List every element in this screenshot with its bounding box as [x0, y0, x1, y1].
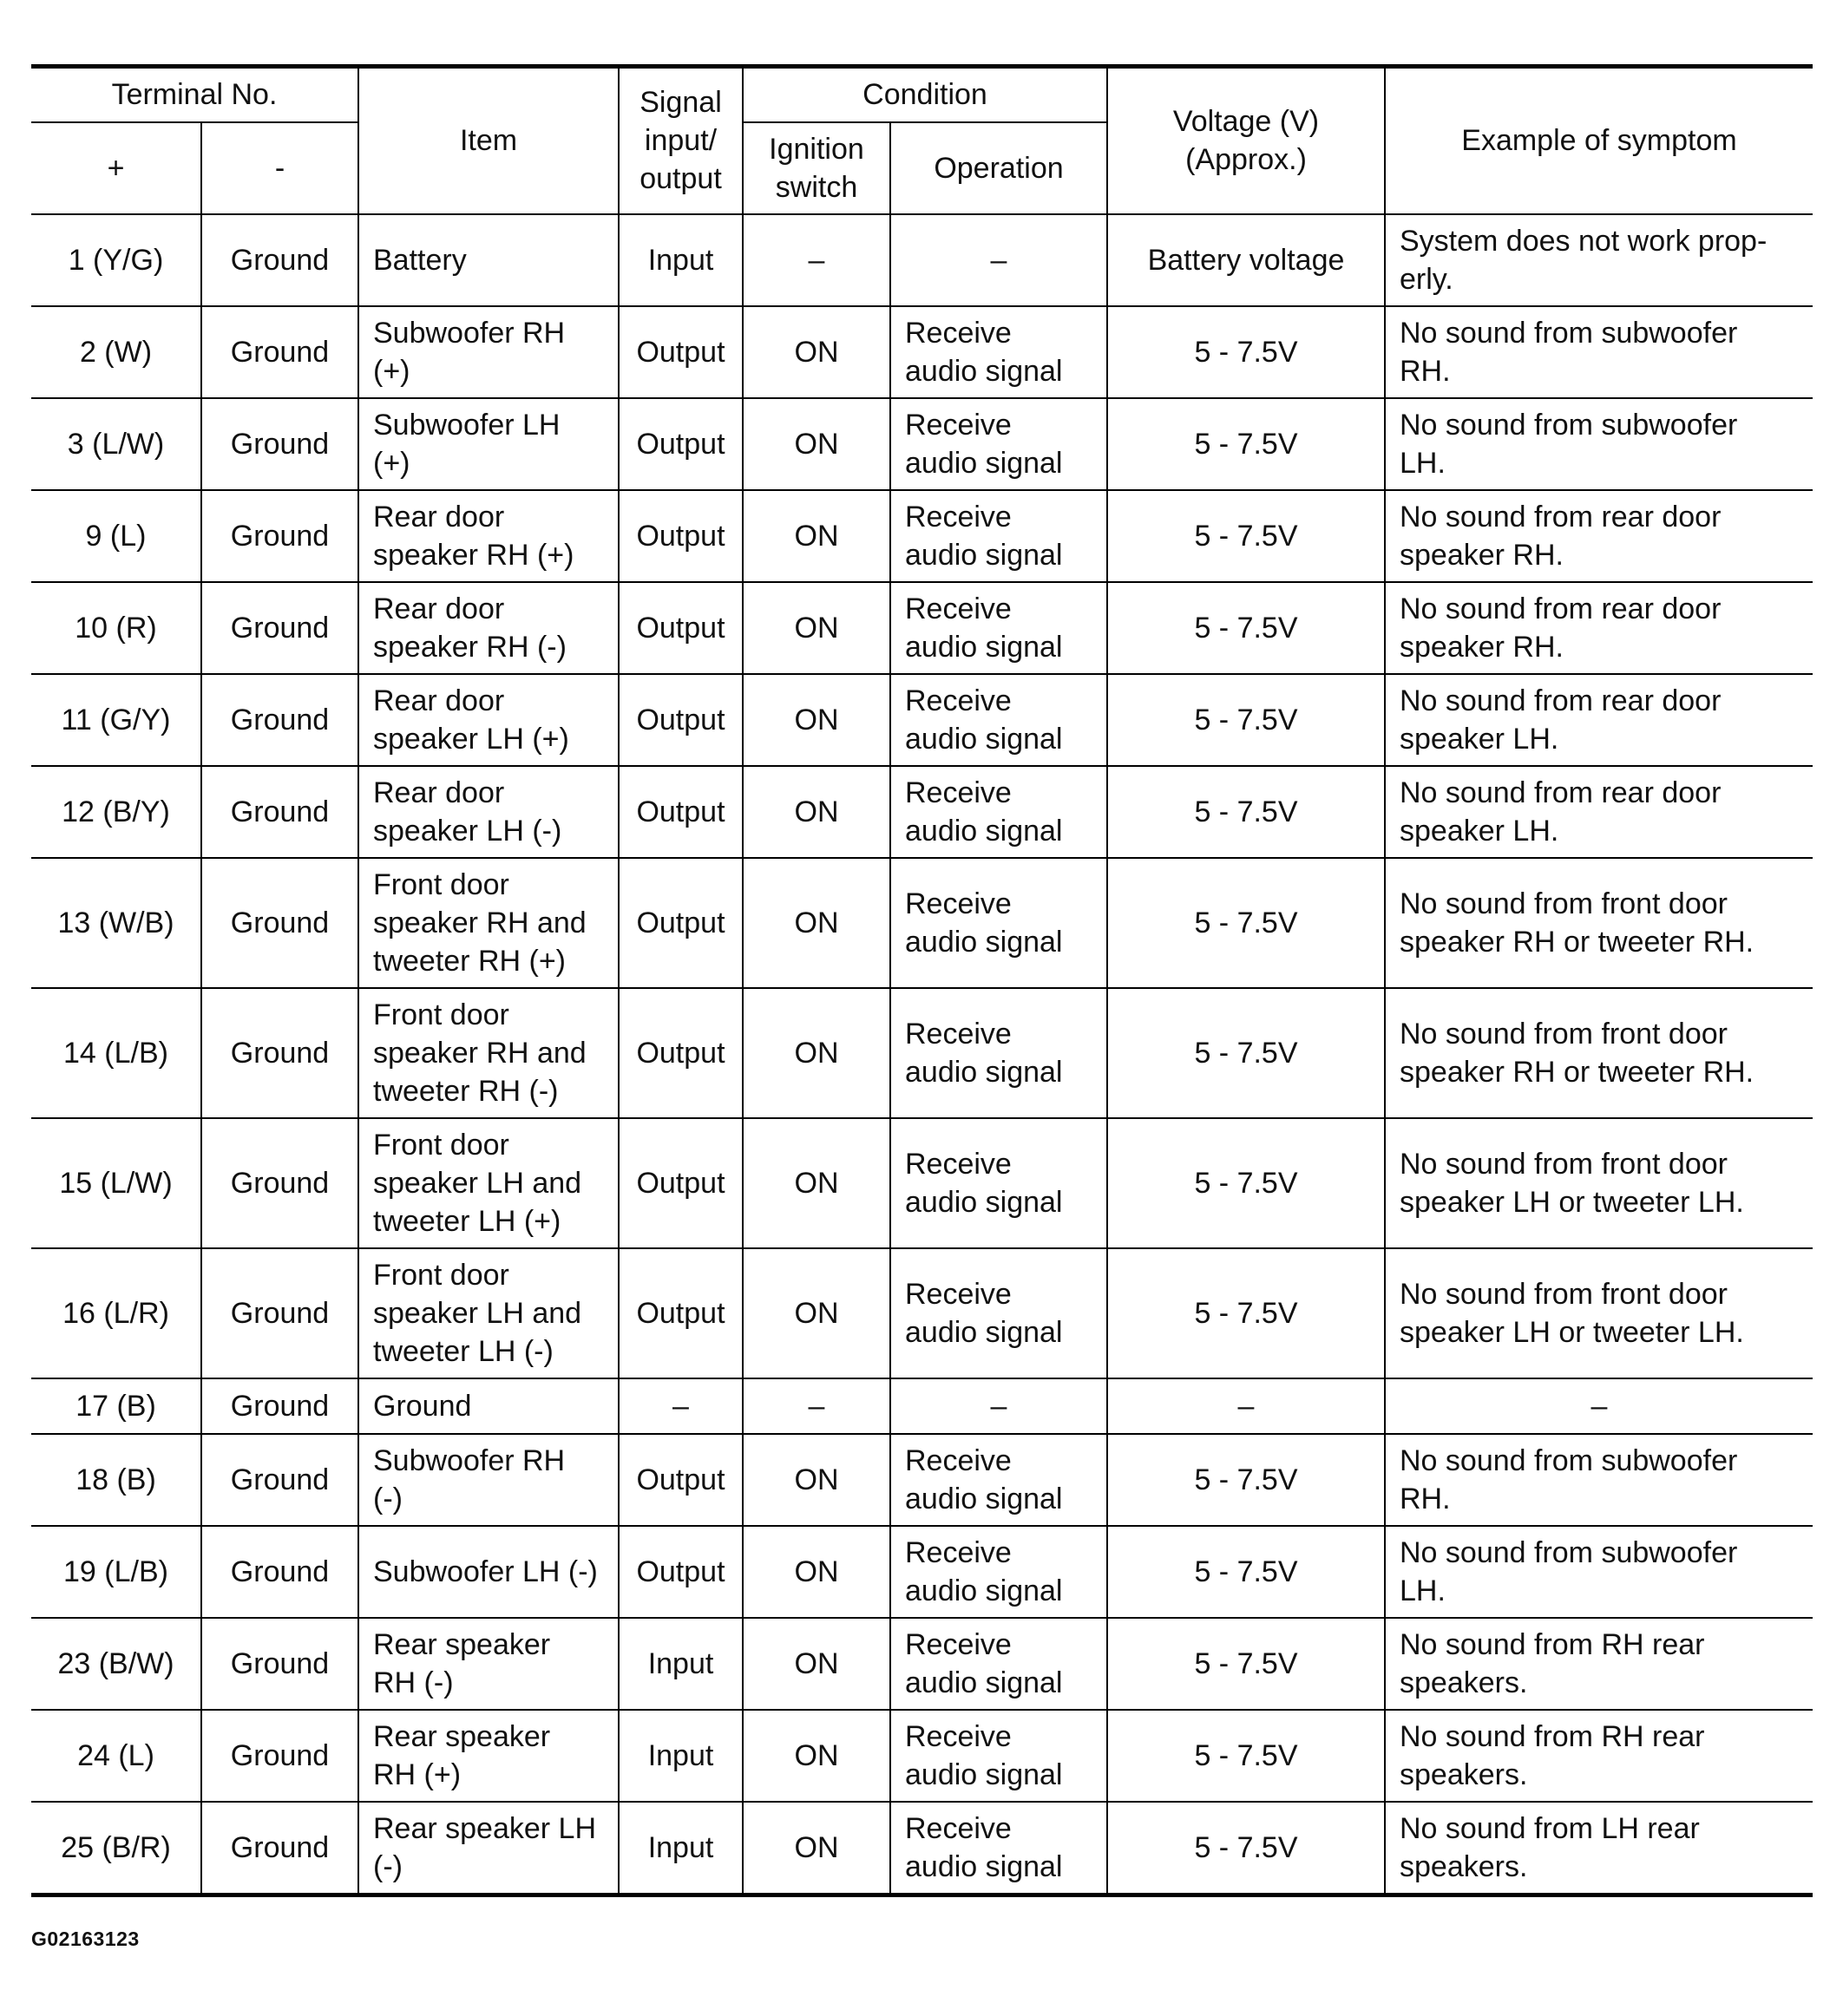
cell-terminal-minus: Ground	[201, 1434, 358, 1526]
header-condition: Condition	[743, 67, 1107, 122]
cell-ignition-switch: ON	[743, 766, 890, 858]
cell-terminal-minus: Ground	[201, 306, 358, 398]
cell-signal: –	[619, 1378, 743, 1434]
header-plus: +	[31, 122, 201, 214]
cell-item: Subwoofer RH (-)	[358, 1434, 619, 1526]
cell-signal: Output	[619, 490, 743, 582]
cell-ignition-switch: ON	[743, 582, 890, 674]
cell-ignition-switch: ON	[743, 1118, 890, 1248]
cell-operation: Receive audio signal	[890, 1434, 1107, 1526]
header-operation: Operation	[890, 122, 1107, 214]
cell-item: Rear speaker LH (-)	[358, 1802, 619, 1895]
cell-voltage: 5 - 7.5V	[1107, 766, 1385, 858]
cell-terminal-minus: Ground	[201, 1710, 358, 1802]
cell-symptom: No sound from front door speaker RH or tweeter RH.	[1385, 988, 1813, 1118]
cell-item: Ground	[358, 1378, 619, 1434]
cell-terminal-minus: Ground	[201, 490, 358, 582]
cell-terminal-plus: 13 (W/B)	[31, 858, 201, 988]
table-row	[31, 988, 1813, 1118]
cell-voltage: 5 - 7.5V	[1107, 988, 1385, 1118]
cell-item: Front door speaker RH and tweeter RH (-)	[358, 988, 619, 1118]
cell-signal: Input	[619, 214, 743, 306]
cell-terminal-plus: 14 (L/B)	[31, 988, 201, 1118]
document-page	[31, 64, 1813, 1897]
cell-signal: Output	[619, 766, 743, 858]
cell-terminal-minus: Ground	[201, 1526, 358, 1618]
table-row	[31, 1118, 1813, 1248]
cell-terminal-plus: 24 (L)	[31, 1710, 201, 1802]
cell-operation: –	[890, 1378, 1107, 1434]
cell-symptom: No sound from rear door speaker RH.	[1385, 582, 1813, 674]
cell-signal: Input	[619, 1710, 743, 1802]
table-row	[31, 582, 1813, 674]
cell-symptom: No sound from RH rear speakers.	[1385, 1618, 1813, 1710]
header-item: Item	[358, 67, 619, 214]
cell-ignition-switch: ON	[743, 1710, 890, 1802]
cell-operation: Receive audio signal	[890, 1710, 1107, 1802]
table-row	[31, 1710, 1813, 1802]
cell-terminal-minus: Ground	[201, 674, 358, 766]
cell-voltage: 5 - 7.5V	[1107, 1710, 1385, 1802]
cell-terminal-minus: Ground	[201, 988, 358, 1118]
table-row	[31, 1802, 1813, 1895]
cell-symptom: No sound from rear door speaker RH.	[1385, 490, 1813, 582]
cell-operation: Receive audio signal	[890, 1802, 1107, 1895]
cell-voltage: 5 - 7.5V	[1107, 1248, 1385, 1378]
cell-terminal-minus: Ground	[201, 766, 358, 858]
table-row	[31, 1434, 1813, 1526]
cell-voltage: 5 - 7.5V	[1107, 674, 1385, 766]
cell-item: Front door speaker LH and tweeter LH (-)	[358, 1248, 619, 1378]
cell-signal: Output	[619, 988, 743, 1118]
table-row	[31, 398, 1813, 490]
cell-ignition-switch: ON	[743, 988, 890, 1118]
figure-id: G02163123	[31, 1928, 140, 1950]
cell-voltage: 5 - 7.5V	[1107, 582, 1385, 674]
header-signal: Signal input/ output	[619, 67, 743, 214]
cell-item: Battery	[358, 214, 619, 306]
cell-item: Subwoofer LH (-)	[358, 1526, 619, 1618]
table-row	[31, 490, 1813, 582]
cell-operation: Receive audio signal	[890, 306, 1107, 398]
cell-terminal-plus: 1 (Y/G)	[31, 214, 201, 306]
cell-ignition-switch: ON	[743, 306, 890, 398]
cell-signal: Output	[619, 1118, 743, 1248]
cell-item: Rear speaker RH (-)	[358, 1618, 619, 1710]
cell-symptom: No sound from rear door speaker LH.	[1385, 674, 1813, 766]
cell-item: Rear door speaker RH (-)	[358, 582, 619, 674]
cell-terminal-plus: 10 (R)	[31, 582, 201, 674]
cell-ignition-switch: ON	[743, 1802, 890, 1895]
cell-voltage: 5 - 7.5V	[1107, 1802, 1385, 1895]
cell-operation: Receive audio signal	[890, 858, 1107, 988]
cell-terminal-minus: Ground	[201, 858, 358, 988]
cell-item: Rear speaker RH (+)	[358, 1710, 619, 1802]
cell-symptom: No sound from front door speaker LH or tweeter LH.	[1385, 1248, 1813, 1378]
cell-ignition-switch: –	[743, 214, 890, 306]
cell-voltage: 5 - 7.5V	[1107, 1434, 1385, 1526]
cell-operation: Receive audio signal	[890, 490, 1107, 582]
cell-signal: Output	[619, 1526, 743, 1618]
cell-item: Rear door speaker RH (+)	[358, 490, 619, 582]
table-row	[31, 306, 1813, 398]
cell-ignition-switch: ON	[743, 858, 890, 988]
cell-terminal-minus: Ground	[201, 398, 358, 490]
header-minus: -	[201, 122, 358, 214]
cell-ignition-switch: ON	[743, 1248, 890, 1378]
table-row	[31, 214, 1813, 306]
cell-operation: –	[890, 214, 1107, 306]
cell-item: Subwoofer LH (+)	[358, 398, 619, 490]
cell-symptom: No sound from subwoofer RH.	[1385, 306, 1813, 398]
cell-item: Subwoofer RH (+)	[358, 306, 619, 398]
cell-ignition-switch: ON	[743, 674, 890, 766]
cell-signal: Output	[619, 398, 743, 490]
header-terminal-no: Terminal No.	[31, 67, 358, 122]
cell-operation: Receive audio signal	[890, 1618, 1107, 1710]
cell-ignition-switch: ON	[743, 1526, 890, 1618]
cell-terminal-plus: 16 (L/R)	[31, 1248, 201, 1378]
cell-signal: Output	[619, 1248, 743, 1378]
cell-terminal-plus: 3 (L/W)	[31, 398, 201, 490]
cell-voltage: –	[1107, 1378, 1385, 1434]
cell-ignition-switch: ON	[743, 490, 890, 582]
cell-voltage: 5 - 7.5V	[1107, 858, 1385, 988]
cell-ignition-switch: ON	[743, 1434, 890, 1526]
cell-terminal-plus: 12 (B/Y)	[31, 766, 201, 858]
cell-item: Rear door speaker LH (-)	[358, 766, 619, 858]
cell-symptom: No sound from RH rear speakers.	[1385, 1710, 1813, 1802]
header-ignition-switch: Ignition switch	[743, 122, 890, 214]
cell-operation: Receive audio signal	[890, 1248, 1107, 1378]
table-row	[31, 1618, 1813, 1710]
cell-symptom: No sound from subwoofer RH.	[1385, 1434, 1813, 1526]
cell-voltage: 5 - 7.5V	[1107, 1618, 1385, 1710]
cell-voltage: 5 - 7.5V	[1107, 1118, 1385, 1248]
cell-operation: Receive audio signal	[890, 1118, 1107, 1248]
cell-terminal-minus: Ground	[201, 214, 358, 306]
header-symptom: Example of symptom	[1385, 67, 1813, 214]
table-header	[31, 67, 1813, 214]
cell-terminal-plus: 19 (L/B)	[31, 1526, 201, 1618]
cell-voltage: Battery voltage	[1107, 214, 1385, 306]
terminal-table	[31, 64, 1813, 1897]
cell-item: Front door speaker LH and tweeter LH (+)	[358, 1118, 619, 1248]
cell-terminal-plus: 15 (L/W)	[31, 1118, 201, 1248]
cell-ignition-switch: ON	[743, 398, 890, 490]
table-row	[31, 766, 1813, 858]
cell-terminal-plus: 18 (B)	[31, 1434, 201, 1526]
cell-symptom: No sound from subwoofer LH.	[1385, 1526, 1813, 1618]
cell-terminal-minus: Ground	[201, 1118, 358, 1248]
cell-operation: Receive audio signal	[890, 398, 1107, 490]
table-row	[31, 858, 1813, 988]
cell-ignition-switch: ON	[743, 1618, 890, 1710]
cell-terminal-plus: 23 (B/W)	[31, 1618, 201, 1710]
cell-item: Rear door speaker LH (+)	[358, 674, 619, 766]
cell-terminal-plus: 9 (L)	[31, 490, 201, 582]
cell-operation: Receive audio signal	[890, 988, 1107, 1118]
cell-symptom: System does not work prop- erly.	[1385, 214, 1813, 306]
cell-voltage: 5 - 7.5V	[1107, 490, 1385, 582]
cell-terminal-plus: 11 (G/Y)	[31, 674, 201, 766]
cell-symptom: No sound from front door speaker LH or tweeter LH.	[1385, 1118, 1813, 1248]
cell-symptom: –	[1385, 1378, 1813, 1434]
table-row	[31, 1248, 1813, 1378]
cell-symptom: No sound from rear door speaker LH.	[1385, 766, 1813, 858]
cell-voltage: 5 - 7.5V	[1107, 398, 1385, 490]
cell-symptom: No sound from LH rear speakers.	[1385, 1802, 1813, 1895]
cell-operation: Receive audio signal	[890, 582, 1107, 674]
cell-operation: Receive audio signal	[890, 674, 1107, 766]
table-row	[31, 674, 1813, 766]
cell-signal: Input	[619, 1618, 743, 1710]
table-row	[31, 1378, 1813, 1434]
cell-signal: Output	[619, 858, 743, 988]
cell-terminal-minus: Ground	[201, 1248, 358, 1378]
cell-signal: Output	[619, 582, 743, 674]
cell-operation: Receive audio signal	[890, 766, 1107, 858]
cell-operation: Receive audio signal	[890, 1526, 1107, 1618]
header-voltage: Voltage (V) (Approx.)	[1107, 67, 1385, 214]
cell-ignition-switch: –	[743, 1378, 890, 1434]
cell-symptom: No sound from subwoofer LH.	[1385, 398, 1813, 490]
table-row	[31, 1526, 1813, 1618]
cell-terminal-minus: Ground	[201, 582, 358, 674]
cell-terminal-plus: 25 (B/R)	[31, 1802, 201, 1895]
cell-symptom: No sound from front door speaker RH or tweeter RH.	[1385, 858, 1813, 988]
table-body	[31, 214, 1813, 1895]
cell-terminal-plus: 2 (W)	[31, 306, 201, 398]
cell-voltage: 5 - 7.5V	[1107, 1526, 1385, 1618]
cell-item: Front door speaker RH and tweeter RH (+)	[358, 858, 619, 988]
cell-terminal-minus: Ground	[201, 1378, 358, 1434]
cell-terminal-plus: 17 (B)	[31, 1378, 201, 1434]
cell-terminal-minus: Ground	[201, 1618, 358, 1710]
cell-signal: Output	[619, 1434, 743, 1526]
cell-signal: Input	[619, 1802, 743, 1895]
cell-signal: Output	[619, 306, 743, 398]
cell-signal: Output	[619, 674, 743, 766]
cell-voltage: 5 - 7.5V	[1107, 306, 1385, 398]
cell-terminal-minus: Ground	[201, 1802, 358, 1895]
